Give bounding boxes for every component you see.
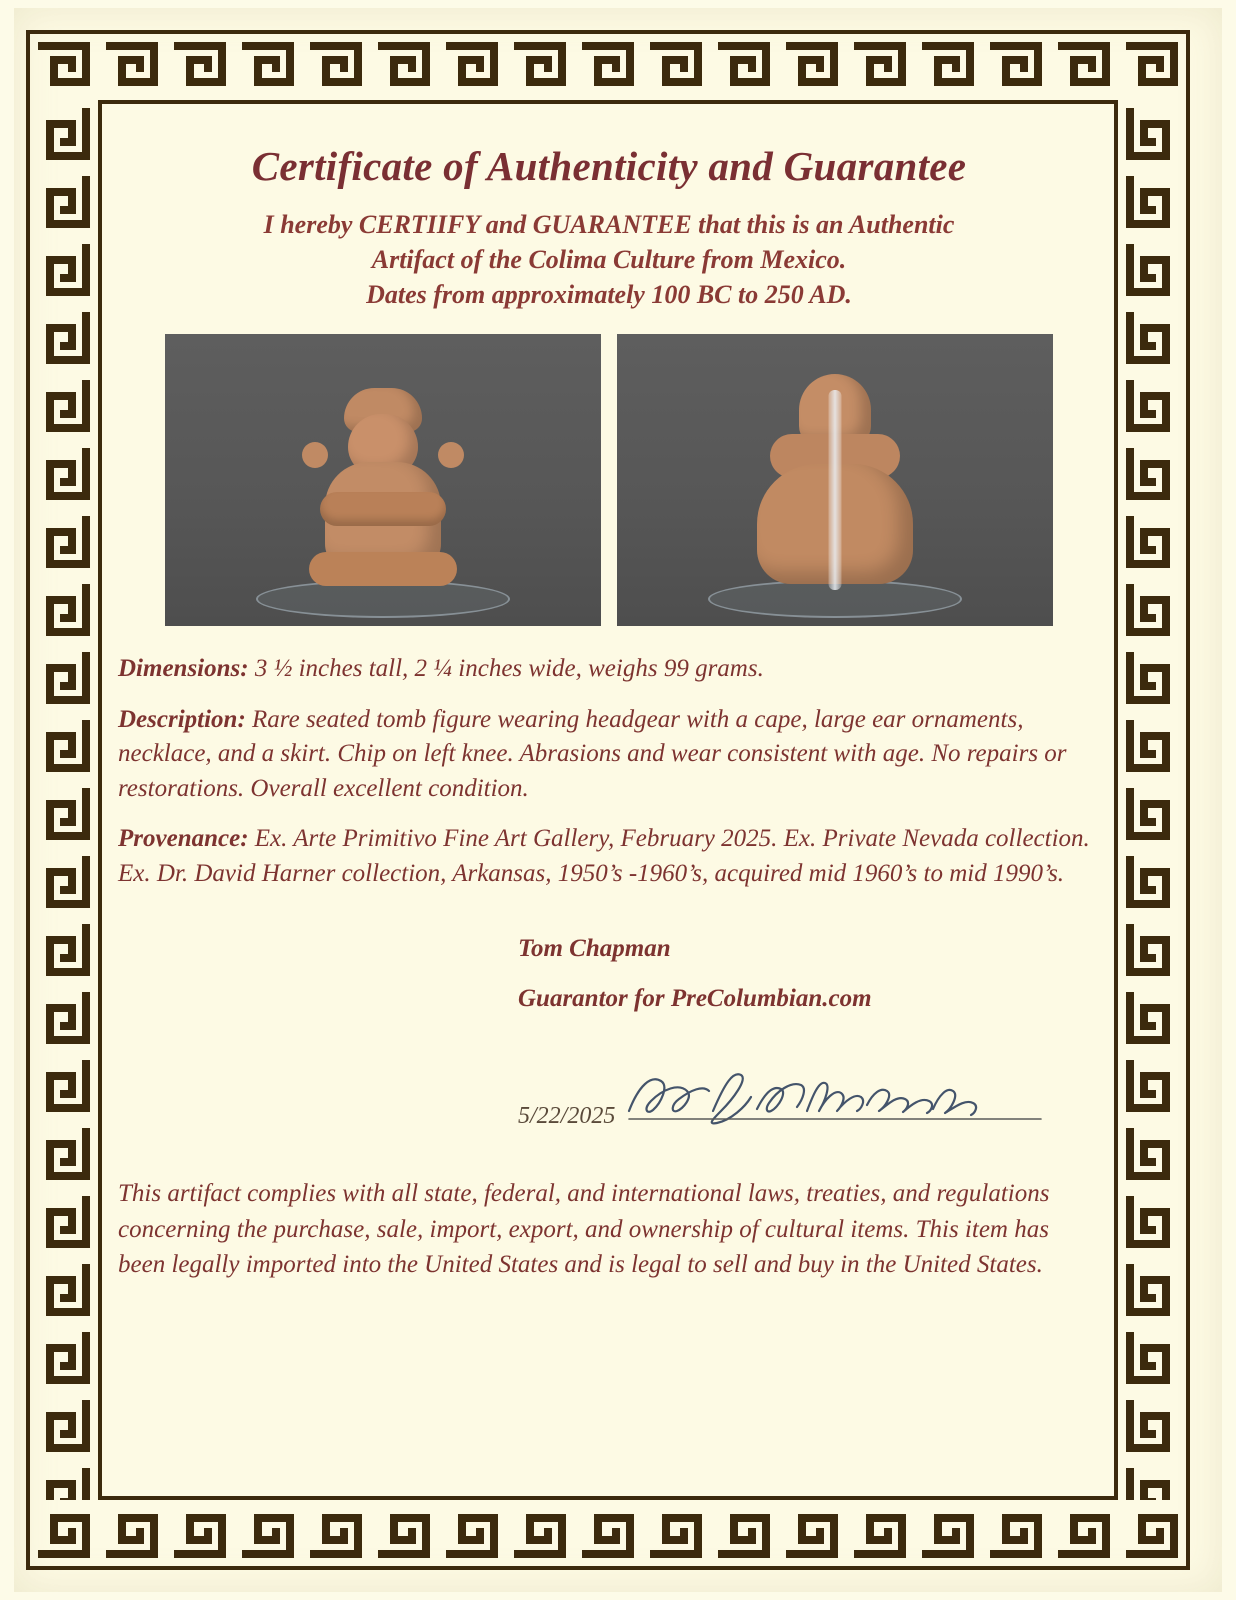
greek-key-tile: [574, 34, 642, 102]
greek-key-tile: [1118, 1460, 1186, 1500]
greek-key-tile: [1118, 508, 1186, 576]
statement-line-1: I hereby CERTIIFY and GUARANTEE that this is an Authentic: [263, 210, 955, 239]
figure-ear-ornament-left: [302, 442, 328, 468]
greek-key-tile: [30, 1052, 98, 1120]
certification-statement: [118, 208, 1100, 312]
greek-key-tile: [30, 508, 98, 576]
signature-date: 5/22/2025: [518, 1103, 616, 1130]
greek-key-tile: [30, 1498, 98, 1566]
greek-key-tile: [1118, 440, 1186, 508]
greek-key-tile: [30, 984, 98, 1052]
signer-role: Guarantor for PreColumbian.com: [518, 985, 872, 1013]
greek-key-tile: [30, 1256, 98, 1324]
greek-key-tile: [1118, 848, 1186, 916]
provenance-label: Provenance:: [118, 825, 249, 853]
dimensions-label: Dimensions:: [118, 655, 249, 683]
greek-key-tile: [30, 1392, 98, 1460]
greek-key-tile: [982, 34, 1050, 102]
signer-name: Tom Chapman: [518, 935, 671, 963]
certificate-content: [118, 120, 1100, 1480]
greek-key-tile: [642, 34, 710, 102]
greek-key-tile: [914, 1498, 982, 1566]
greek-key-tile: [166, 1498, 234, 1566]
greek-key-tile: [30, 440, 98, 508]
greek-key-tile: [166, 34, 234, 102]
provenance-row: [118, 822, 1100, 891]
greek-key-tile: [1118, 236, 1186, 304]
greek-key-tile: [914, 34, 982, 102]
greek-key-tile: [1118, 780, 1186, 848]
greek-key-tile: [1118, 644, 1186, 712]
greek-key-tile: [1118, 1052, 1186, 1120]
greek-key-tile: [710, 34, 778, 102]
greek-key-tile: [1050, 34, 1118, 102]
greek-key-tile: [30, 916, 98, 984]
greek-key-tile: [30, 1120, 98, 1188]
greek-key-tile: [30, 576, 98, 644]
description-label: Description:: [118, 705, 246, 733]
figure-ear-ornament-right: [438, 442, 464, 468]
handwritten-signature: [621, 1065, 1051, 1136]
legal-notice: This artifact complies with all state, federal, and international laws, treaties, and regulations concerning the purchase, sale, import, export, and ownership of cultural items. This item has been legally imported into the United States and is legal to sell and buy in the United States.: [118, 1180, 1050, 1279]
figure-front: [308, 374, 458, 604]
greek-key-tile: [370, 1498, 438, 1566]
greek-key-tile: [1118, 372, 1186, 440]
greek-key-tile: [1118, 34, 1186, 102]
greek-key-tile: [506, 34, 574, 102]
statement-line-3: Dates from approximately 100 BC to 250 AD.: [366, 279, 852, 309]
greek-key-tile: [30, 168, 98, 236]
dimensions-row: [118, 652, 1100, 687]
greek-key-tile: [1118, 168, 1186, 236]
greek-key-tile: [370, 34, 438, 102]
greek-key-tile: [1118, 1324, 1186, 1392]
greek-key-tile: [846, 1498, 914, 1566]
greek-key-tile: [1118, 712, 1186, 780]
greek-key-tile: [438, 34, 506, 102]
greek-key-tile: [302, 34, 370, 102]
greek-key-tile: [30, 372, 98, 440]
greek-key-tile: [98, 34, 166, 102]
greek-key-tile: [574, 1498, 642, 1566]
signature-line: [118, 1065, 1100, 1130]
greek-key-border-right: [1118, 100, 1186, 1500]
page-title: Certificate of Authenticity and Guarantee: [251, 143, 967, 189]
artifact-photo-front: [165, 334, 601, 626]
artifact-photo-back: [617, 334, 1053, 626]
greek-key-tile: [30, 100, 98, 168]
dimensions-value: 3 ½ inches tall, 2 ¼ inches wide, weighs 99 grams.: [254, 655, 764, 683]
description-value: Rare seated tomb figure wearing headgear with a cape, large ear ornaments, necklace, and a skirt. Chip on left knee. Abrasions and wear consistent with age. No repairs or restorations. Overall excellent condition.: [118, 705, 1067, 802]
greek-key-tile: [234, 1498, 302, 1566]
greek-key-tile: [1050, 1498, 1118, 1566]
greek-key-tile: [1118, 304, 1186, 372]
artifact-photo-group: [118, 334, 1100, 626]
figure-back: [750, 364, 920, 604]
greek-key-tile: [30, 1324, 98, 1392]
greek-key-tile: [30, 712, 98, 780]
greek-key-tile: [1118, 100, 1186, 168]
greek-key-tile: [1118, 1392, 1186, 1460]
artifact-details: [118, 652, 1100, 891]
greek-key-tile: [710, 1498, 778, 1566]
greek-key-tile: [1118, 1498, 1186, 1566]
greek-key-tile: [506, 1498, 574, 1566]
greek-key-tile: [778, 1498, 846, 1566]
figure-legs: [309, 552, 457, 586]
greek-key-tile: [302, 1498, 370, 1566]
greek-key-border-bottom: [30, 1498, 1186, 1566]
greek-key-tile: [30, 304, 98, 372]
greek-key-tile: [98, 1498, 166, 1566]
greek-key-tile: [982, 1498, 1050, 1566]
greek-key-tile: [1118, 576, 1186, 644]
greek-key-tile: [30, 34, 98, 102]
greek-key-tile: [30, 236, 98, 304]
greek-key-tile: [1118, 916, 1186, 984]
greek-key-tile: [1118, 1188, 1186, 1256]
greek-key-tile: [30, 780, 98, 848]
provenance-value: Ex. Arte Primitivo Fine Art Gallery, February 2025. Ex. Private Nevada collection. Ex. Dr. David Harner collection, Arkansas, 1950’s -1960’s, acquired mid 1960’s to mid 1990’s.: [118, 825, 1090, 887]
greek-key-border-left: [30, 100, 98, 1500]
greek-key-tile: [234, 34, 302, 102]
figure-arms: [320, 492, 446, 526]
statement-line-2: Artifact of the Colima Culture from Mexico.: [371, 244, 847, 274]
greek-key-tile: [778, 34, 846, 102]
greek-key-tile: [1118, 1256, 1186, 1324]
greek-key-tile: [30, 644, 98, 712]
greek-key-tile: [30, 848, 98, 916]
description-row: [118, 703, 1100, 807]
greek-key-tile: [30, 1188, 98, 1256]
greek-key-tile: [642, 1498, 710, 1566]
greek-key-tile: [846, 34, 914, 102]
signer-block: [118, 935, 1100, 1013]
greek-key-border-top: [30, 34, 1186, 102]
greek-key-tile: [1118, 984, 1186, 1052]
acrylic-stand-rod: [829, 390, 842, 590]
greek-key-tile: [30, 1460, 98, 1500]
greek-key-tile: [1118, 1120, 1186, 1188]
greek-key-tile: [438, 1498, 506, 1566]
